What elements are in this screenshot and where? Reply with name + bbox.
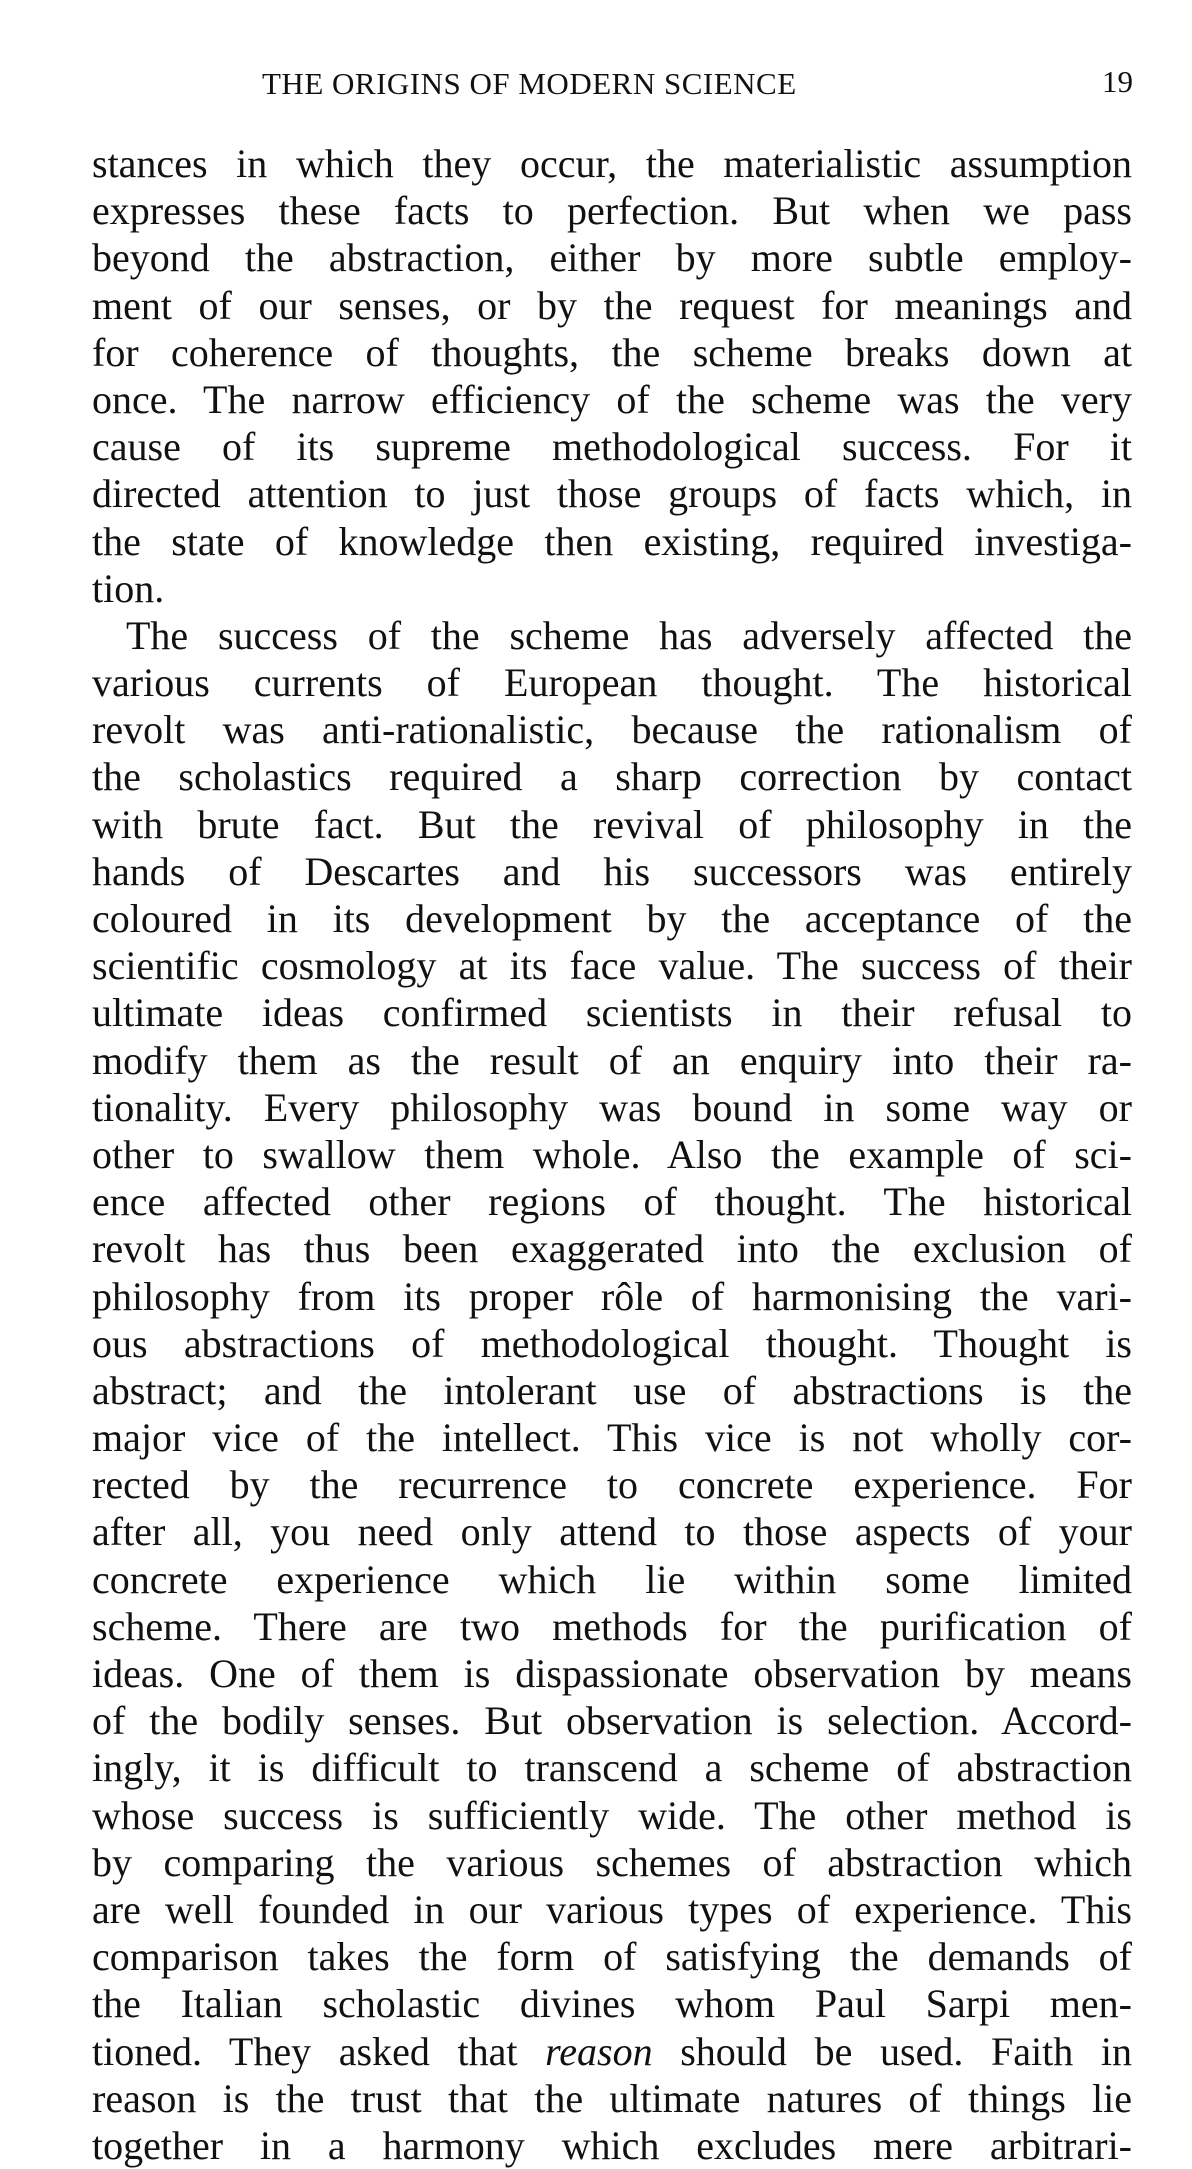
text-line: once. The narrow efficiency of the scheme was the very	[92, 376, 1132, 422]
text-segment: should be used. Faith in	[652, 2028, 1133, 2074]
text-line: reason is the trust that the ultimate natures of things lie	[92, 2075, 1132, 2121]
text-line: tionality. Every philosophy was bound in some way or	[92, 1084, 1132, 1130]
page-number: 19	[1102, 64, 1133, 99]
text-line: scheme. There are two methods for the purification of	[92, 1603, 1132, 1649]
italic-word: reason	[545, 2028, 653, 2074]
text-line: hands of Descartes and his successors was entirely	[92, 848, 1132, 894]
text-line: expresses these facts to perfection. But when we pass	[92, 188, 1132, 234]
text-line: revolt was anti-rationalistic, because the rationalism of	[92, 707, 1132, 753]
text-line: The success of the scheme has adversely affected the	[126, 612, 1132, 658]
text-line	[92, 2028, 1132, 2075]
text-line: after all, you need only attend to those aspects of your	[92, 1509, 1132, 1555]
text-line: cause of its supreme methodological success. For it	[92, 424, 1132, 470]
text-line: abstract; and the intolerant use of abstractions is the	[92, 1367, 1132, 1413]
text-line: modify them as the result of an enquiry into their ra-	[92, 1037, 1132, 1083]
text-line: stances in which they occur, the materialistic assumption	[92, 141, 1132, 186]
text-line: other to swallow them whole. Also the example of sci-	[92, 1131, 1132, 1177]
text-line: directed attention to just those groups of facts which, in	[92, 471, 1132, 517]
text-line: by comparing the various schemes of abstraction which	[92, 1839, 1132, 1885]
paragraph	[92, 140, 1132, 612]
text-line: ingly, it is difficult to transcend a scheme of abstraction	[92, 1745, 1132, 1791]
text-line: ultimate ideas confirmed scientists in their refusal to	[92, 990, 1132, 1036]
text-line: revolt has thus been exaggerated into the exclusion of	[92, 1226, 1132, 1272]
text-line: various currents of European thought. The historical	[92, 660, 1132, 706]
text-line: of the bodily senses. But observation is selection. Accord-	[92, 1698, 1132, 1744]
text-line: tion.	[92, 565, 165, 611]
page-header	[0, 30, 1192, 101]
text-line: ence affected other regions of thought. The historical	[92, 1179, 1132, 1225]
text-line: ous abstractions of methodological thought. Thought is	[92, 1320, 1132, 1366]
text-line: comparison takes the form of satisfying the demands of	[92, 1934, 1132, 1980]
text-line: whose success is sufficiently wide. The other method is	[92, 1792, 1132, 1838]
text-line: concrete experience which lie within some limited	[92, 1556, 1132, 1602]
text-line: the state of knowledge then existing, required investiga-	[92, 518, 1132, 564]
text-line: rected by the recurrence to concrete experience. For	[92, 1462, 1132, 1508]
text-segment: tioned. They asked that	[92, 2028, 546, 2074]
text-line: together in a harmony which excludes mere arbitrari-	[92, 2122, 1132, 2168]
text-line: are well founded in our various types of experience. This	[92, 1886, 1132, 1932]
text-line: major vice of the intellect. This vice is not wholly cor-	[92, 1415, 1132, 1461]
text-line: with brute fact. But the revival of philosophy in the	[92, 801, 1132, 847]
text-line: for coherence of thoughts, the scheme breaks down at	[92, 329, 1132, 375]
text-line: coloured in its development by the acceptance of the	[92, 896, 1132, 941]
running-title: THE ORIGINS OF MODERN SCIENCE	[262, 66, 797, 101]
text-line: ment of our senses, or by the request for meanings and	[92, 282, 1132, 328]
paragraph	[92, 612, 1132, 2169]
text-line: scientific cosmology at its face value. The success of their	[92, 943, 1132, 989]
text-line: ideas. One of them is dispassionate observation by means	[92, 1651, 1132, 1696]
text-line: beyond the abstraction, either by more subtle employ-	[92, 235, 1132, 281]
text-line: the scholastics required a sharp correction by contact	[92, 754, 1132, 800]
text-line: philosophy from its proper rôle of harmonising the vari-	[92, 1273, 1132, 1319]
page-body	[92, 140, 1132, 2169]
text-line: the Italian scholastic divines whom Paul Sarpi men-	[92, 1981, 1132, 2027]
